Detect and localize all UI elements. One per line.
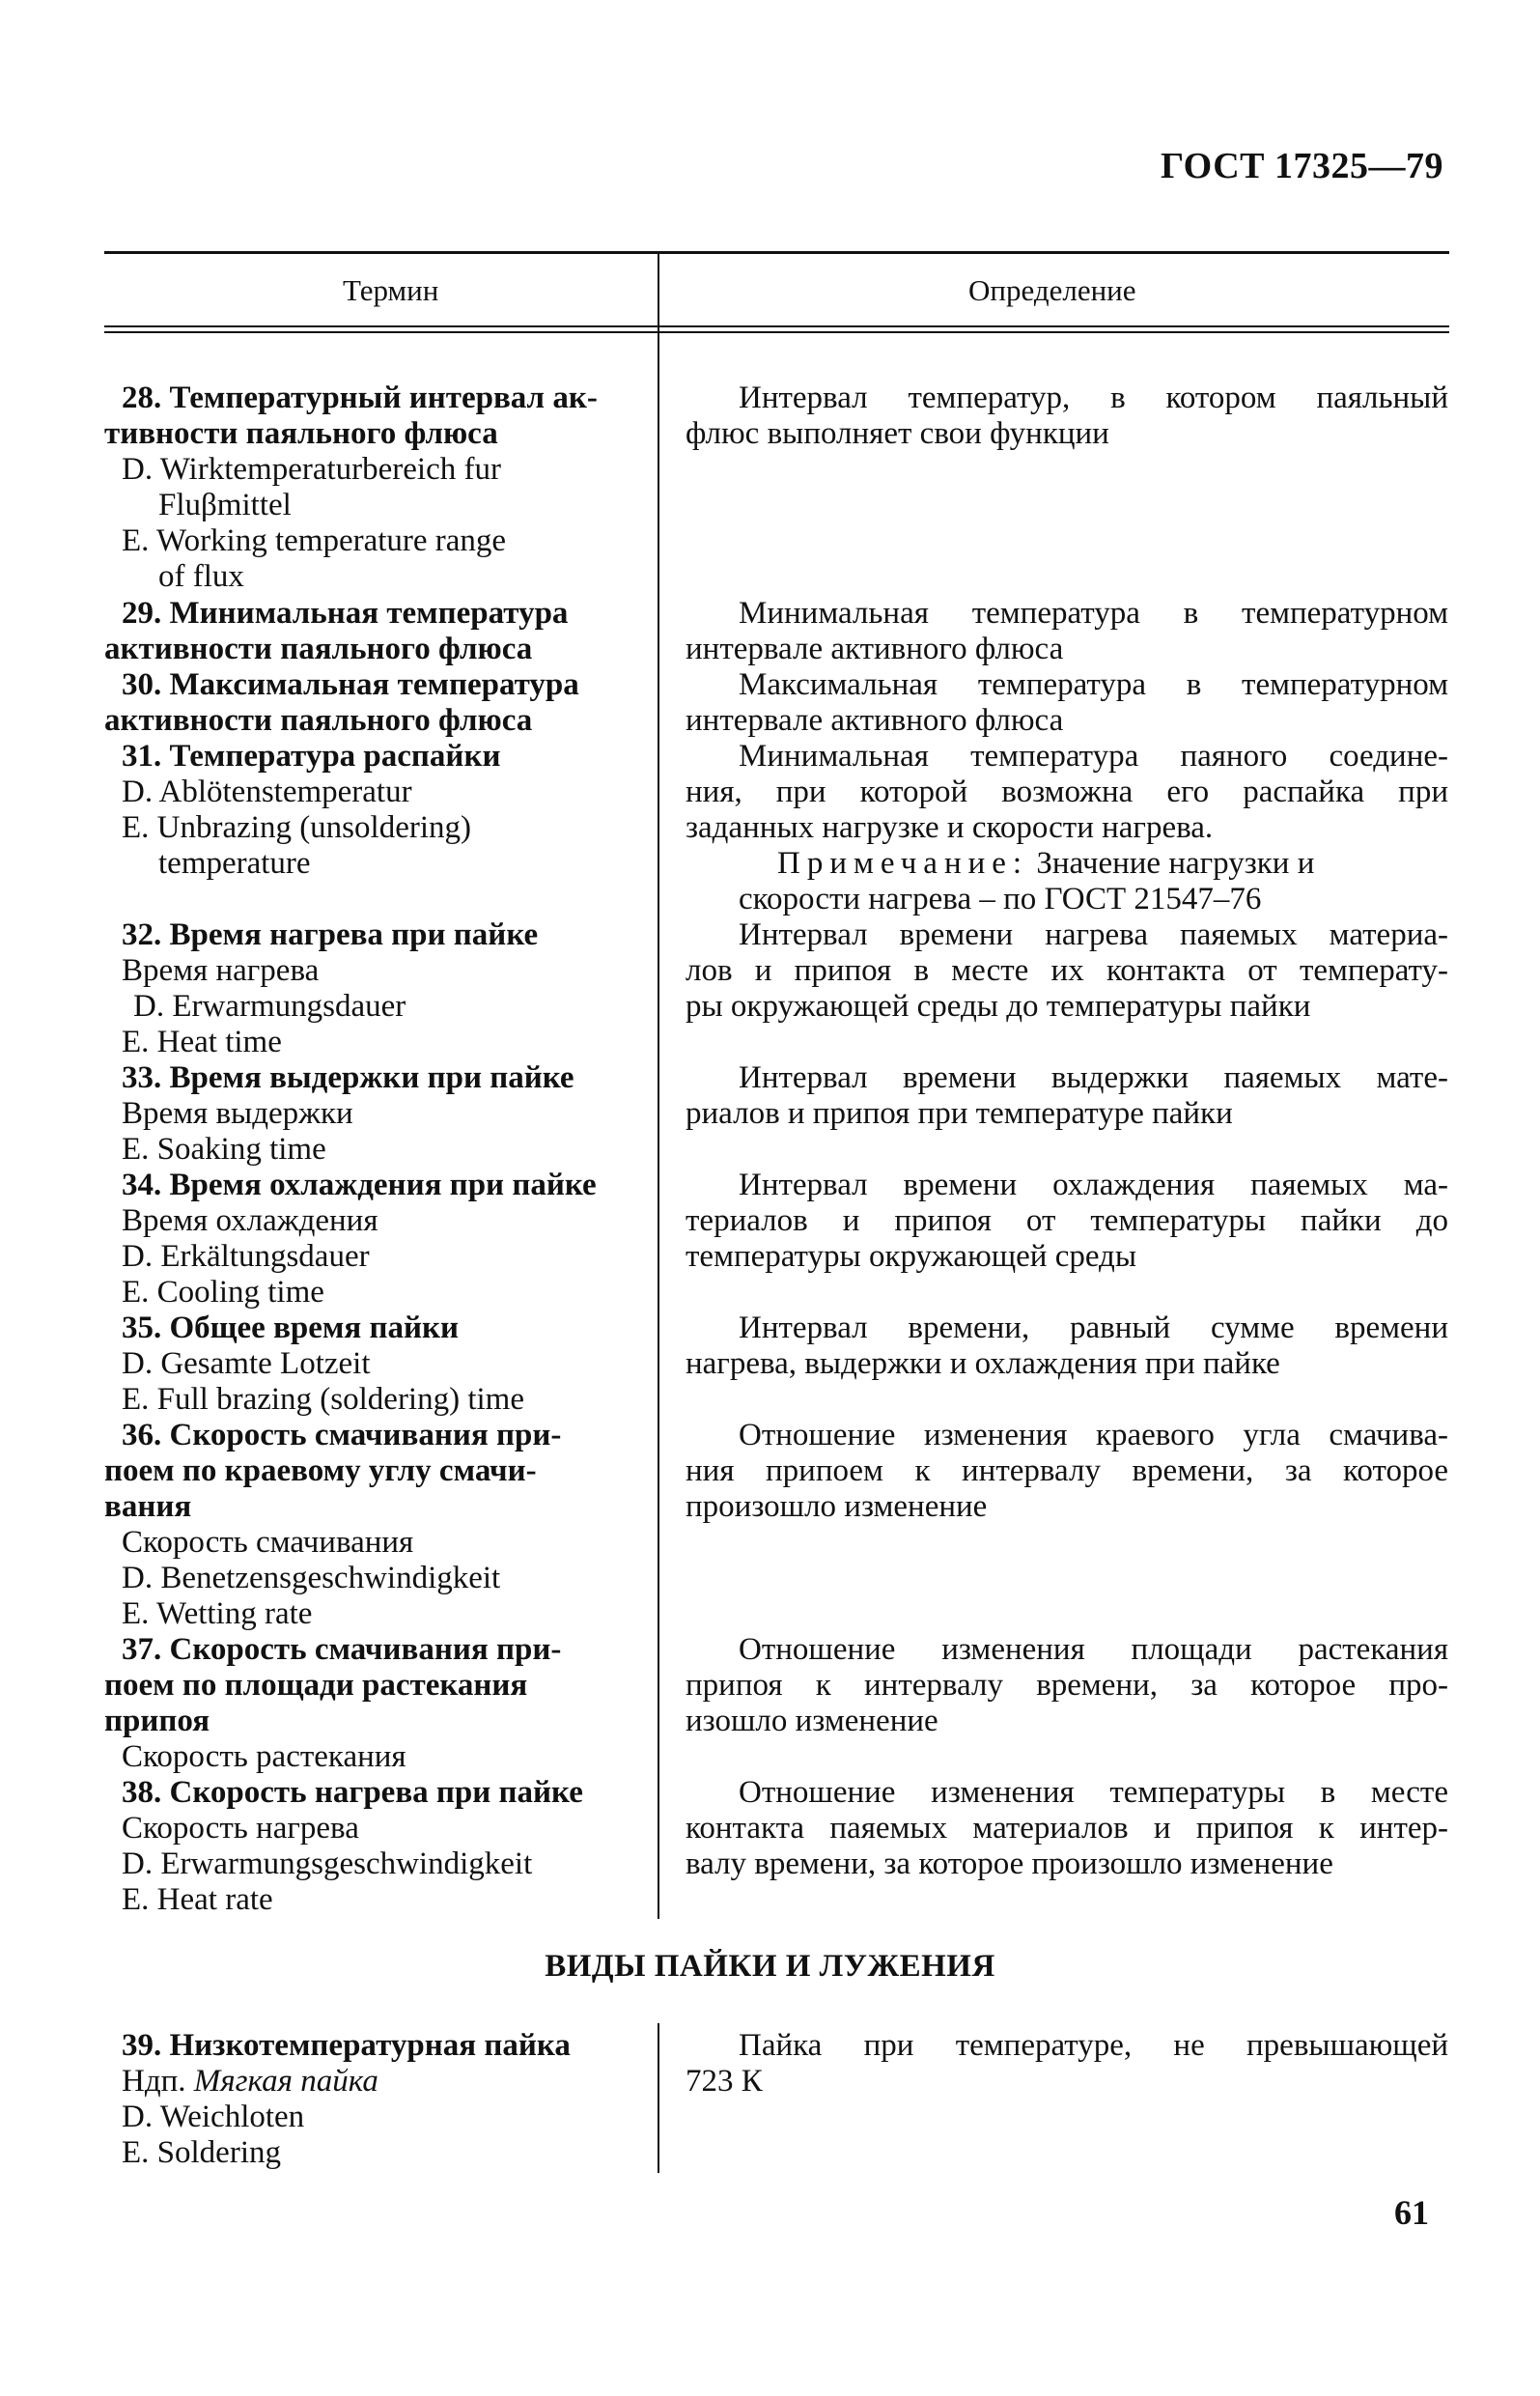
- definition-line: Максимальная температура в температурном: [739, 667, 1448, 702]
- term-german: D. Benetzensgeschwindigkeit: [122, 1561, 501, 1595]
- note-text: скорости нагрева – по ГОСТ 21547–76: [739, 882, 1262, 916]
- term-37: [104, 1632, 645, 1775]
- definition-line: Интервал времени выдержки паяемых мате-: [739, 1060, 1448, 1095]
- ndp-term: Мягкая пайка: [193, 2064, 378, 2099]
- column-header-term: Термин: [343, 273, 439, 307]
- definition-line: ния припоем к интервалу времени, за которое: [686, 1453, 1448, 1488]
- definition-line: риалов и припоя при температуре пайки: [686, 1096, 1233, 1131]
- definition-line: Минимальная температура в температурном: [739, 596, 1448, 631]
- definition-line: Отношение изменения краевого угла смачива-: [739, 1418, 1448, 1452]
- term-title: тивности паяльного флюса: [104, 416, 498, 451]
- term-35: [104, 1311, 645, 1418]
- column-divider-2: [658, 2023, 659, 2173]
- term-title: 30. Максимальная температура: [122, 667, 579, 702]
- term-english: E. Cooling time: [122, 1275, 324, 1310]
- term-german: D. Erwarmungsgeschwindigkeit: [122, 1846, 533, 1881]
- term-title: активности паяльного флюса: [104, 703, 533, 738]
- term-title: 39. Низкотемпературная пайка: [122, 2028, 571, 2063]
- definition-39: [686, 2028, 1448, 2100]
- term-title: 38. Скорость нагрева при пайке: [122, 1775, 583, 1810]
- term-german: D. Weichloten: [122, 2100, 305, 2134]
- term-title: 33. Время выдержки при пайке: [122, 1060, 574, 1095]
- table-header-rule: [104, 325, 1449, 327]
- definition-line: температуры окружающей среды: [686, 1239, 1137, 1274]
- term-title: 37. Скорость смачивания при-: [122, 1632, 562, 1667]
- term-synonym: Скорость растекания: [122, 1739, 406, 1774]
- document-number: ГОСТ 17325—79: [1160, 146, 1443, 186]
- definition-line: Минимальная температура паяного соедине-: [739, 739, 1448, 774]
- definition-29: [686, 596, 1448, 667]
- term-synonym: Скорость смачивания: [122, 1525, 414, 1560]
- term-german: D. Wirktemperaturbereich fur: [122, 452, 501, 487]
- definition-line: Интервал времени нагрева паяемых материа-: [739, 917, 1448, 952]
- term-title: припоя: [104, 1704, 210, 1738]
- definition-line: лов и припоя в месте их контакта от температу-: [686, 953, 1448, 988]
- section-title: ВИДЫ ПАЙКИ И ЛУЖЕНИЯ: [545, 1949, 995, 1984]
- definition-line: ры окружающей среды до температуры пайки: [686, 989, 1311, 1024]
- definition-line: заданных нагрузке и скорости нагрева.: [686, 810, 1214, 845]
- definition-line: флюс выполняет свои функции: [686, 416, 1109, 451]
- term-title: 32. Время нагрева при пайке: [122, 917, 539, 952]
- term-synonym: Время охлаждения: [122, 1203, 378, 1238]
- term-german: Fluβmittel: [158, 488, 292, 522]
- definition-30: [686, 667, 1448, 739]
- term-38: [104, 1775, 645, 1918]
- note-label: Примечание:: [777, 846, 1029, 881]
- definition-line: валу времени, за которое произошло изменение: [686, 1846, 1333, 1881]
- definition-32: [686, 917, 1448, 1025]
- term-english: E. Heat rate: [122, 1882, 273, 1917]
- definition-line: Интервал времени, равный сумме времени: [739, 1311, 1448, 1345]
- definition-line: ния, при которой возможна его распайка при: [686, 775, 1448, 809]
- definition-36: [686, 1418, 1448, 1525]
- definition-line: нагрева, выдержки и охлаждения при пайке: [686, 1346, 1280, 1381]
- definition-28: [686, 381, 1448, 452]
- definition-line: контакта паяемых материалов и припоя к интер-: [686, 1811, 1448, 1846]
- definition-line: Интервал температур, в котором паяльный: [739, 381, 1448, 415]
- term-29: [104, 596, 645, 667]
- page-number: 61: [1394, 2193, 1429, 2232]
- definition-line: произошло изменение: [686, 1489, 988, 1524]
- term-english: E. Working temperature range: [122, 523, 507, 558]
- term-english: E. Wetting rate: [122, 1596, 313, 1631]
- term-30: [104, 667, 645, 739]
- term-german: D. Erkältungsdauer: [122, 1239, 370, 1274]
- term-synonym: Скорость нагрева: [122, 1811, 359, 1846]
- definition-line: интервале активного флюса: [686, 703, 1064, 738]
- term-title: 35. Общее время пайки: [122, 1311, 460, 1345]
- term-title: 28. Температурный интервал ак-: [122, 381, 598, 415]
- column-divider: [658, 253, 659, 1919]
- definition-33: [686, 1060, 1448, 1132]
- column-header-definition: Определение: [968, 273, 1136, 307]
- definition-line: 723 К: [686, 2064, 763, 2099]
- term-english: E. Soldering: [122, 2135, 281, 2170]
- definition-35: [686, 1311, 1448, 1382]
- ndp-prefix: Ндп.: [122, 2064, 186, 2099]
- definition-line: Интервал времени охлаждения паяемых ма-: [739, 1168, 1448, 1202]
- definition-34: [686, 1168, 1448, 1275]
- term-title: 29. Минимальная температура: [122, 596, 569, 631]
- definition-line: Отношение изменения температуры в месте: [739, 1775, 1448, 1810]
- term-39: [104, 2028, 645, 2171]
- definition-line: Отношение изменения площади растекания: [739, 1632, 1448, 1667]
- term-title: 34. Время охлаждения при пайке: [122, 1168, 597, 1202]
- term-german: D. Erwarmungsdauer: [133, 989, 406, 1024]
- term-german: D. Gesamte Lotzeit: [122, 1346, 371, 1381]
- definition-38: [686, 1775, 1448, 1882]
- term-title: активности паяльного флюса: [104, 632, 533, 666]
- term-english: temperature: [158, 846, 311, 881]
- definition-line: териалов и припоя от температуры пайки до: [686, 1203, 1448, 1238]
- term-synonym: Время выдержки: [122, 1096, 353, 1131]
- term-english: of flux: [158, 559, 244, 594]
- term-31: [104, 739, 645, 882]
- definition-37: [686, 1632, 1448, 1739]
- term-34: [104, 1168, 645, 1311]
- definition-line: интервале активного флюса: [686, 632, 1064, 666]
- term-title: поем по краевому углу смачи-: [104, 1453, 537, 1488]
- term-32: [104, 917, 645, 1060]
- term-synonym: Время нагрева: [122, 953, 320, 988]
- definition-line: припоя к интервалу времени, за которое про-: [686, 1668, 1448, 1703]
- term-36: [104, 1418, 645, 1632]
- term-german: D. Ablötenstemperatur: [122, 775, 412, 809]
- table-header-rule-2: [104, 331, 1449, 333]
- term-english: E. Soaking time: [122, 1132, 326, 1167]
- term-28: [104, 381, 645, 595]
- note: [686, 846, 1448, 882]
- definition-line: Пайка при температуре, не превышающей: [739, 2028, 1448, 2063]
- note-text: Значение нагрузки и: [1036, 846, 1315, 881]
- table-top-rule: [104, 251, 1449, 254]
- term-english: E. Heat time: [122, 1025, 282, 1059]
- term-english: E. Full brazing (soldering) time: [122, 1382, 524, 1417]
- term-title: 36. Скорость смачивания при-: [122, 1418, 562, 1452]
- term-english: E. Unbrazing (unsoldering): [122, 810, 471, 845]
- definition-line: изошло изменение: [686, 1704, 938, 1738]
- term-33: [104, 1060, 645, 1168]
- term-title: поем по площади растекания: [104, 1668, 528, 1703]
- term-deprecated: [104, 2064, 645, 2100]
- definition-31: [686, 739, 1448, 917]
- term-title: 31. Температура распайки: [122, 739, 501, 774]
- term-title: вания: [104, 1489, 192, 1524]
